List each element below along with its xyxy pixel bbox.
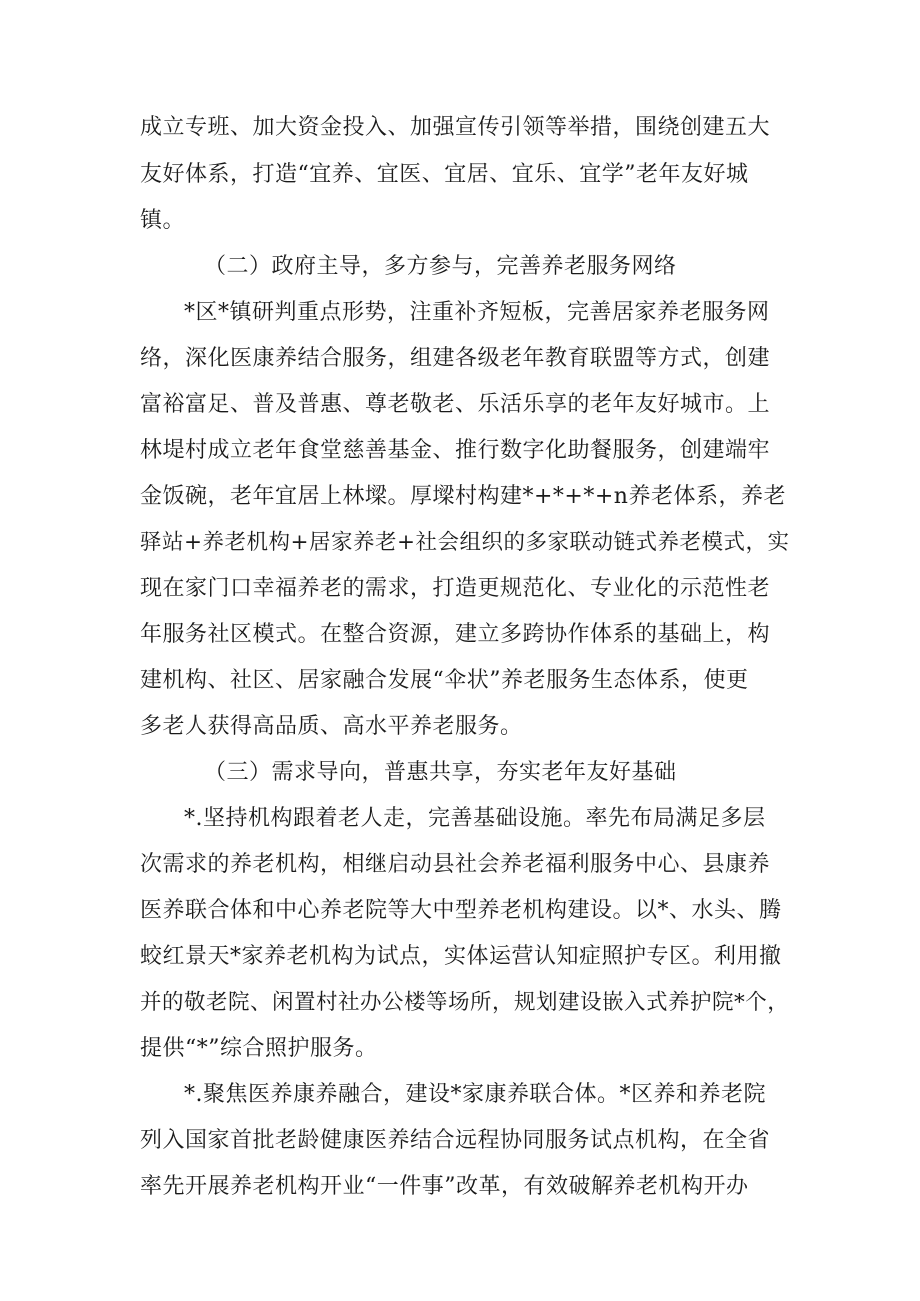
text-line: 次需求的养老机构，相继启动县社会养老福利服务中心、县康养 <box>140 852 771 877</box>
text-line: 镇。 <box>140 208 186 233</box>
text-line: 医养联合体和中心养老院等大中型养老机构建设。以*、水头、腾 <box>140 898 782 923</box>
text-line: *区*镇研判重点形势，注重补齐短板，完善居家养老服务网 <box>184 300 770 325</box>
text-line: 络，深化医康养结合服务，组建各级老年教育联盟等方式，创建 <box>140 346 771 371</box>
section-heading: （二）政府主导，多方参与，完善养老服务网络 <box>204 254 677 279</box>
text-line: 现在家门口幸福养老的需求，打造更规范化、专业化的示范性老 <box>140 576 771 601</box>
text-line: 多老人获得高品质、高水平养老服务。 <box>140 714 523 739</box>
text-line: 率先开展养老机构开业“一件事”改革，有效破解养老机构开办 <box>140 1174 749 1199</box>
section-heading: （三）需求导向，普惠共享，夯实老年友好基础 <box>204 760 677 785</box>
text-line: 年服务社区模式。在整合资源，建立多跨协作体系的基础上，构 <box>140 622 771 647</box>
text-line: *.聚焦医养康养融合，建设*家康养联合体。*区养和养老院 <box>184 1082 766 1107</box>
text-line: 蛟红景天*家养老机构为试点，实体运营认知症照护专区。利用撤 <box>140 944 782 969</box>
text-line: 金饭碗，老年宜居上林墚。厚墚村构建*+*+*+n养老体系，养老 <box>140 484 786 509</box>
text-line: 提供“*”综合照护服务。 <box>140 1036 378 1061</box>
text-line: 成立专班、加大资金投入、加强宣传引领等举措，围绕创建五大 <box>140 115 771 140</box>
text-line: 富裕富足、普及普惠、尊老敬老、乐活乐享的老年友好城市。上 <box>140 392 771 417</box>
text-line: 驿站+养老机构+居家养老+社会组织的多家联动链式养老模式，实 <box>140 530 790 555</box>
text-line: 列入国家首批老龄健康医养结合远程协同服务试点机构，在全省 <box>140 1128 771 1153</box>
text-line: 建机构、社区、居家融合发展“伞状”养老服务生态体系，使更 <box>140 668 749 693</box>
text-line: *.坚持机构跟着老人走，完善基础设施。率先布局满足多层 <box>184 806 766 831</box>
text-line: 友好体系，打造“宜养、宜医、宜居、宜乐、宜学”老年友好城 <box>140 162 749 187</box>
text-line: 林堤村成立老年食堂慈善基金、推行数字化助餐服务，创建端牢 <box>140 438 771 463</box>
text-line: 并的敬老院、闲置村社办公楼等场所，规划建设嵌入式养护院*个， <box>140 990 790 1015</box>
